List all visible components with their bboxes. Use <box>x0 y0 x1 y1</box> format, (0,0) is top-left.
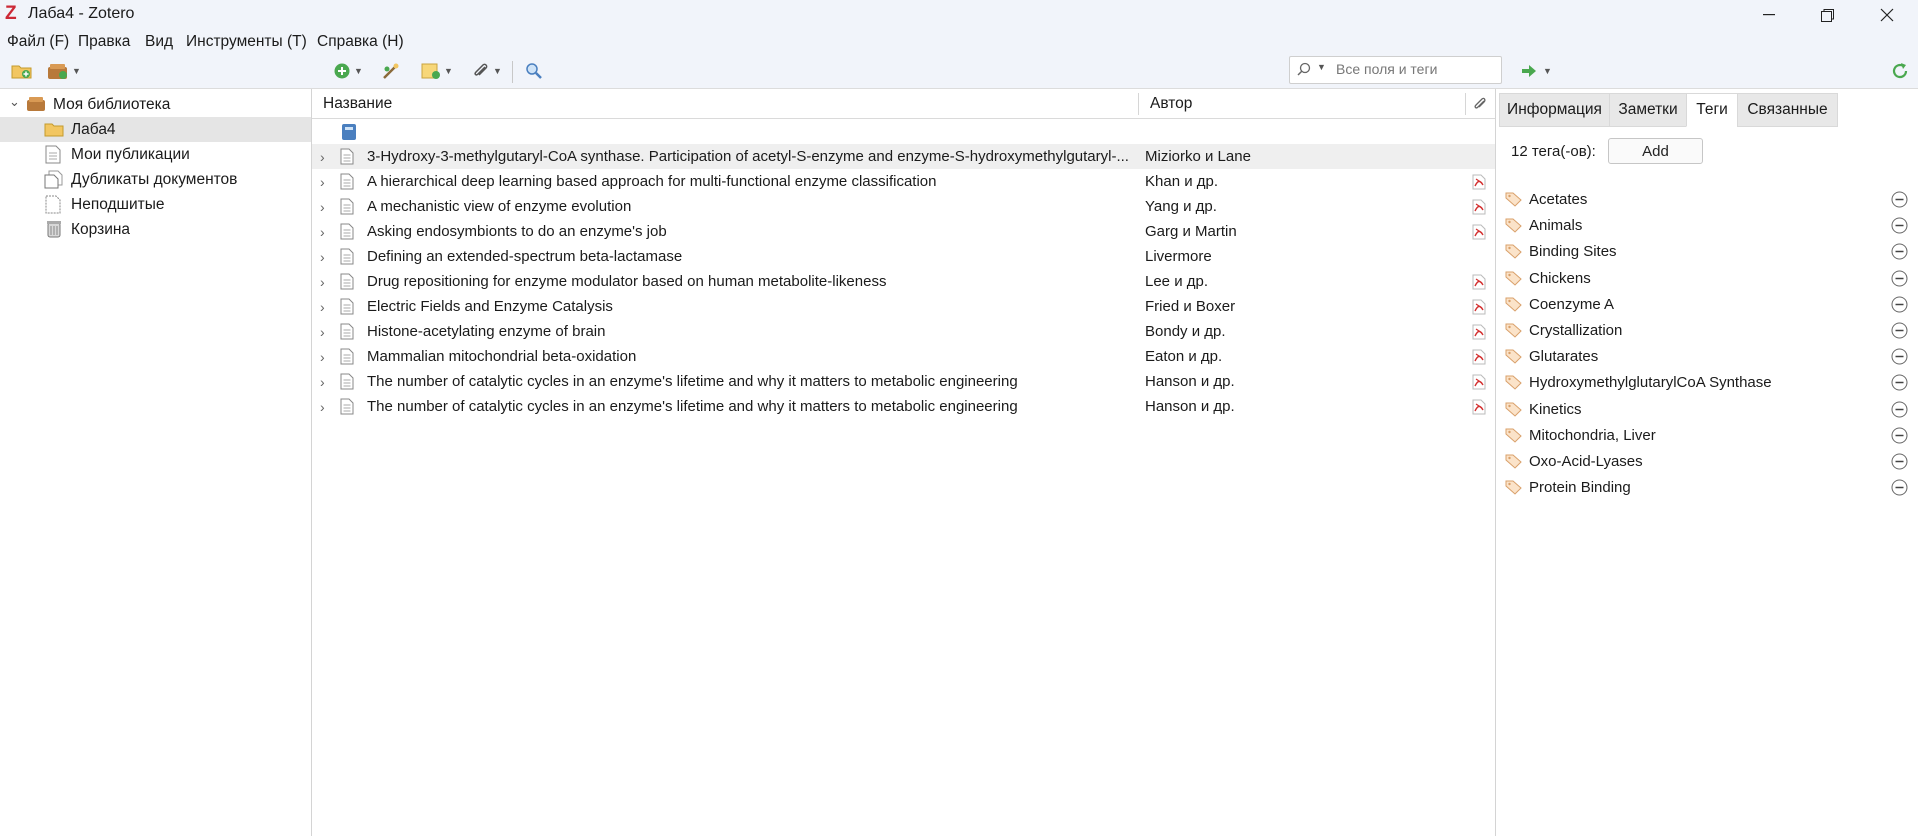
duplicates-icon <box>44 170 64 189</box>
tag-row[interactable] <box>1496 397 1918 423</box>
close-icon <box>1880 8 1894 22</box>
collection-unfiled[interactable] <box>0 192 311 217</box>
chevron-down-icon: ▼ <box>493 66 502 76</box>
toolbar <box>0 54 1918 89</box>
item-title: A hierarchical deep learning based approach for multi-functional enzyme classification <box>367 173 937 190</box>
item-row[interactable] <box>312 169 1495 194</box>
tag-icon <box>1505 348 1523 364</box>
item-row[interactable] <box>312 319 1495 344</box>
item-title: Drug repositioning for enzyme modulator based on human metabolite-likeness <box>367 273 887 290</box>
tag-row[interactable] <box>1496 475 1918 501</box>
pdf-icon[interactable] <box>1472 349 1486 365</box>
pdf-icon[interactable] <box>1472 199 1486 215</box>
magnifier-icon <box>525 62 543 80</box>
item-row[interactable] <box>312 244 1495 269</box>
tag-icon <box>1505 270 1523 286</box>
tag-icon <box>1505 217 1523 233</box>
tag-label[interactable]: Kinetics <box>1529 400 1582 418</box>
collection-label: Неподшитые <box>71 196 165 213</box>
journal-article-icon <box>340 173 354 190</box>
item-row[interactable] <box>312 219 1495 244</box>
library-icon <box>47 62 69 80</box>
tag-row[interactable] <box>1496 213 1918 239</box>
journal-article-icon <box>340 398 354 415</box>
item-title: Histone-acetylating enzyme of brain <box>367 323 606 340</box>
search-icon <box>1297 62 1311 76</box>
tag-row[interactable] <box>1496 187 1918 213</box>
collection-label: Дубликаты документов <box>71 171 238 188</box>
new-library-button[interactable] <box>47 60 81 82</box>
item-row[interactable] <box>312 194 1495 219</box>
new-collection-icon <box>11 62 33 80</box>
item-row[interactable] <box>312 369 1495 394</box>
item-author: Yang и др. <box>1145 198 1217 215</box>
remove-tag-icon[interactable] <box>1891 374 1908 391</box>
items-pane <box>312 89 1496 836</box>
tag-icon <box>1505 191 1523 207</box>
menu-view[interactable]: Вид <box>145 33 174 50</box>
tag-count: 12 тега(-ов): <box>1511 143 1596 160</box>
chevron-right-icon[interactable]: › <box>320 224 325 240</box>
journal-article-icon <box>340 198 354 215</box>
item-title: Defining an extended-spectrum beta-lactamase <box>367 248 683 265</box>
menu-help[interactable]: Справка (H) <box>317 33 404 50</box>
tab-info[interactable]: Информация <box>1499 93 1610 127</box>
tag-label[interactable]: Acetates <box>1529 191 1588 208</box>
item-author: Fried и Boxer <box>1145 298 1236 315</box>
tag-icon <box>1505 296 1523 312</box>
tag-label[interactable]: Chickens <box>1529 269 1591 287</box>
search-input[interactable] <box>1336 60 1496 78</box>
item-author: Hanson и др. <box>1145 398 1235 415</box>
tag-label[interactable]: Mitochondria, Liver <box>1529 426 1656 444</box>
column-header-title[interactable]: Название <box>323 95 393 112</box>
column-resize-handle[interactable] <box>1138 93 1139 115</box>
tag-icon <box>1505 243 1523 259</box>
journal-article-icon <box>340 298 354 315</box>
menu-bar <box>0 30 1918 54</box>
tag-row[interactable] <box>1496 266 1918 292</box>
item-author: Garg и Martin <box>1145 223 1237 240</box>
item-author: Khan и др. <box>1145 173 1219 190</box>
remove-tag-icon[interactable] <box>1891 427 1908 444</box>
title-bar <box>0 0 1918 30</box>
item-author: Livermore <box>1145 248 1212 265</box>
minimize-button[interactable] <box>1746 0 1792 30</box>
chevron-right-icon[interactable]: › <box>320 399 325 415</box>
tag-label[interactable]: Animals <box>1529 217 1583 235</box>
chevron-right-icon[interactable]: › <box>320 249 325 265</box>
paperclip-icon <box>472 61 490 81</box>
toolbar-separator <box>512 61 513 83</box>
tag-icon <box>1505 453 1523 469</box>
minimize-icon <box>1763 14 1775 16</box>
tag-row[interactable] <box>1496 370 1918 396</box>
unfiled-icon <box>45 195 61 214</box>
trash-icon <box>47 220 61 238</box>
remove-tag-icon[interactable] <box>1891 479 1908 496</box>
pdf-icon[interactable] <box>1472 324 1486 340</box>
search-mode-dropdown-icon[interactable]: ▼ <box>1317 62 1326 72</box>
tag-label[interactable]: Protein Binding <box>1529 479 1631 497</box>
chevron-right-icon[interactable]: › <box>320 374 325 390</box>
chevron-down-icon: ▼ <box>354 66 363 76</box>
item-row[interactable] <box>312 394 1495 419</box>
tag-row[interactable] <box>1496 344 1918 370</box>
menu-edit[interactable]: Правка <box>78 33 131 50</box>
collection-label: Лаба4 <box>71 121 116 138</box>
locate-button[interactable] <box>1521 60 1552 82</box>
chevron-right-icon[interactable]: › <box>320 149 325 165</box>
item-title: Asking endosymbionts to do an enzyme's job <box>367 223 667 240</box>
tag-label[interactable]: Glutarates <box>1529 348 1599 366</box>
tag-label[interactable]: Binding Sites <box>1529 243 1617 261</box>
item-row[interactable] <box>312 144 1495 169</box>
journal-article-icon <box>340 373 354 390</box>
items-header <box>312 89 1495 119</box>
add-tag-button[interactable]: Add <box>1608 138 1703 164</box>
restore-icon <box>1821 9 1834 22</box>
new-note-button[interactable] <box>421 60 453 82</box>
pdf-icon[interactable] <box>1472 274 1486 290</box>
journal-article-icon <box>340 348 354 365</box>
collection-label: Корзина <box>71 221 131 238</box>
remove-tag-icon[interactable] <box>1891 453 1908 470</box>
column-resize-handle[interactable] <box>1465 93 1466 115</box>
column-header-author[interactable]: Автор <box>1150 95 1193 112</box>
remove-tag-icon[interactable] <box>1891 217 1908 234</box>
chevron-down-icon: ▼ <box>444 66 453 76</box>
note-icon <box>421 62 441 80</box>
tag-icon <box>1505 374 1523 390</box>
pdf-icon[interactable] <box>1472 224 1486 240</box>
tag-icon <box>1505 479 1523 495</box>
advanced-search-button[interactable] <box>525 60 543 82</box>
tag-row[interactable] <box>1496 318 1918 344</box>
tag-icon <box>1505 401 1523 417</box>
item-author: Lee и др. <box>1145 273 1209 290</box>
chevron-right-icon[interactable]: › <box>320 349 325 365</box>
standalone-item-row[interactable] <box>312 119 1495 144</box>
search-box[interactable] <box>1289 56 1502 84</box>
remove-tag-icon[interactable] <box>1891 191 1908 208</box>
item-author: Miziorko и Lane <box>1145 148 1251 165</box>
sync-button[interactable] <box>1891 60 1909 82</box>
remove-tag-icon[interactable] <box>1891 270 1908 287</box>
tag-row[interactable] <box>1496 449 1918 475</box>
arrow-right-icon <box>1521 64 1537 78</box>
tag-icon <box>1505 427 1523 443</box>
add-attachment-button[interactable] <box>472 60 502 82</box>
tag-icon <box>1505 322 1523 338</box>
chevron-right-icon[interactable]: › <box>320 274 325 290</box>
tag-label[interactable]: Coenzyme A <box>1529 295 1615 313</box>
library-icon <box>26 96 46 112</box>
collection-trash[interactable] <box>0 217 311 242</box>
tag-label[interactable]: Oxo-Acid-Lyases <box>1529 453 1643 470</box>
remove-tag-icon[interactable] <box>1891 401 1908 418</box>
remove-tag-icon[interactable] <box>1891 243 1908 260</box>
pdf-icon[interactable] <box>1472 299 1486 315</box>
collection-my-library[interactable] <box>0 92 311 117</box>
journal-article-icon <box>340 148 354 165</box>
menu-tools[interactable]: Инструменты (T) <box>186 33 307 50</box>
tag-label[interactable]: Crystallization <box>1529 322 1623 339</box>
paperclip-icon[interactable] <box>1473 96 1487 112</box>
tab-related[interactable]: Связанные <box>1737 93 1838 127</box>
item-author: Bondy и др. <box>1145 323 1226 340</box>
pdf-icon[interactable] <box>1472 399 1486 415</box>
item-author: Eaton и др. <box>1145 348 1223 365</box>
folder-icon <box>44 122 64 137</box>
new-item-button[interactable] <box>333 60 363 82</box>
item-title: A mechanistic view of enzyme evolution <box>367 198 632 215</box>
item-pane <box>1496 89 1918 836</box>
journal-article-icon <box>340 248 354 265</box>
item-title: 3-Hydroxy-3-methylgutaryl-CoA synthase. Participation of acetyl-S-enzyme and enzyme-S-hydroxymethylgutaryl-... <box>367 148 1129 165</box>
remove-tag-icon[interactable] <box>1891 322 1908 339</box>
sync-icon <box>1891 62 1909 80</box>
collection-laba4[interactable] <box>0 117 311 142</box>
item-author: Hanson и др. <box>1145 373 1235 390</box>
book-icon <box>341 123 357 141</box>
collection-label: Мои публикации <box>71 146 190 163</box>
add-circle-icon <box>333 62 351 80</box>
remove-tag-icon[interactable] <box>1891 296 1908 313</box>
magic-wand-icon <box>381 61 401 81</box>
chevron-down-icon[interactable]: ⌄ <box>9 94 20 109</box>
new-collection-button[interactable] <box>11 60 33 82</box>
item-row[interactable] <box>312 344 1495 369</box>
chevron-right-icon[interactable]: › <box>320 199 325 215</box>
journal-article-icon <box>340 323 354 340</box>
zotero-logo-icon: Z <box>5 3 17 24</box>
chevron-down-icon: ▼ <box>1543 66 1552 76</box>
add-by-identifier-button[interactable] <box>381 60 401 82</box>
item-title: The number of catalytic cycles in an enzyme's lifetime and why it matters to metabolic engineering <box>367 373 1018 390</box>
tag-label[interactable]: HydroxymethylglutarylCoA Synthase <box>1529 374 1772 392</box>
restore-button[interactable] <box>1804 0 1850 30</box>
chevron-down-icon: ▼ <box>72 66 81 76</box>
journal-article-icon <box>340 223 354 240</box>
chevron-right-icon[interactable]: › <box>320 174 325 190</box>
collections-pane <box>0 89 312 836</box>
close-button[interactable] <box>1864 0 1910 30</box>
pdf-icon[interactable] <box>1472 374 1486 390</box>
tag-row[interactable] <box>1496 292 1918 318</box>
pdf-icon[interactable] <box>1472 174 1486 190</box>
remove-tag-icon[interactable] <box>1891 348 1908 365</box>
item-title: Electric Fields and Enzyme Catalysis <box>367 298 613 315</box>
collection-label: Моя библиотека <box>53 96 171 113</box>
chevron-right-icon[interactable]: › <box>320 324 325 340</box>
chevron-right-icon[interactable]: › <box>320 299 325 315</box>
journal-article-icon <box>340 273 354 290</box>
tag-row[interactable] <box>1496 239 1918 265</box>
item-row[interactable] <box>312 269 1495 294</box>
item-row[interactable] <box>312 294 1495 319</box>
item-title: The number of catalytic cycles in an enzyme's lifetime and why it matters to metabolic engineering <box>367 398 1018 415</box>
tab-tags[interactable]: Теги <box>1686 93 1738 127</box>
item-title: Mammalian mitochondrial beta-oxidation <box>367 348 637 365</box>
window-title: Лаба4 - Zotero <box>28 5 135 22</box>
tag-row[interactable] <box>1496 423 1918 449</box>
collection-my-publications[interactable] <box>0 142 311 167</box>
tab-notes[interactable]: Заметки <box>1609 93 1687 127</box>
menu-file[interactable]: Файл (F) <box>7 33 70 50</box>
collection-duplicates[interactable] <box>0 167 311 192</box>
document-icon <box>45 145 61 164</box>
